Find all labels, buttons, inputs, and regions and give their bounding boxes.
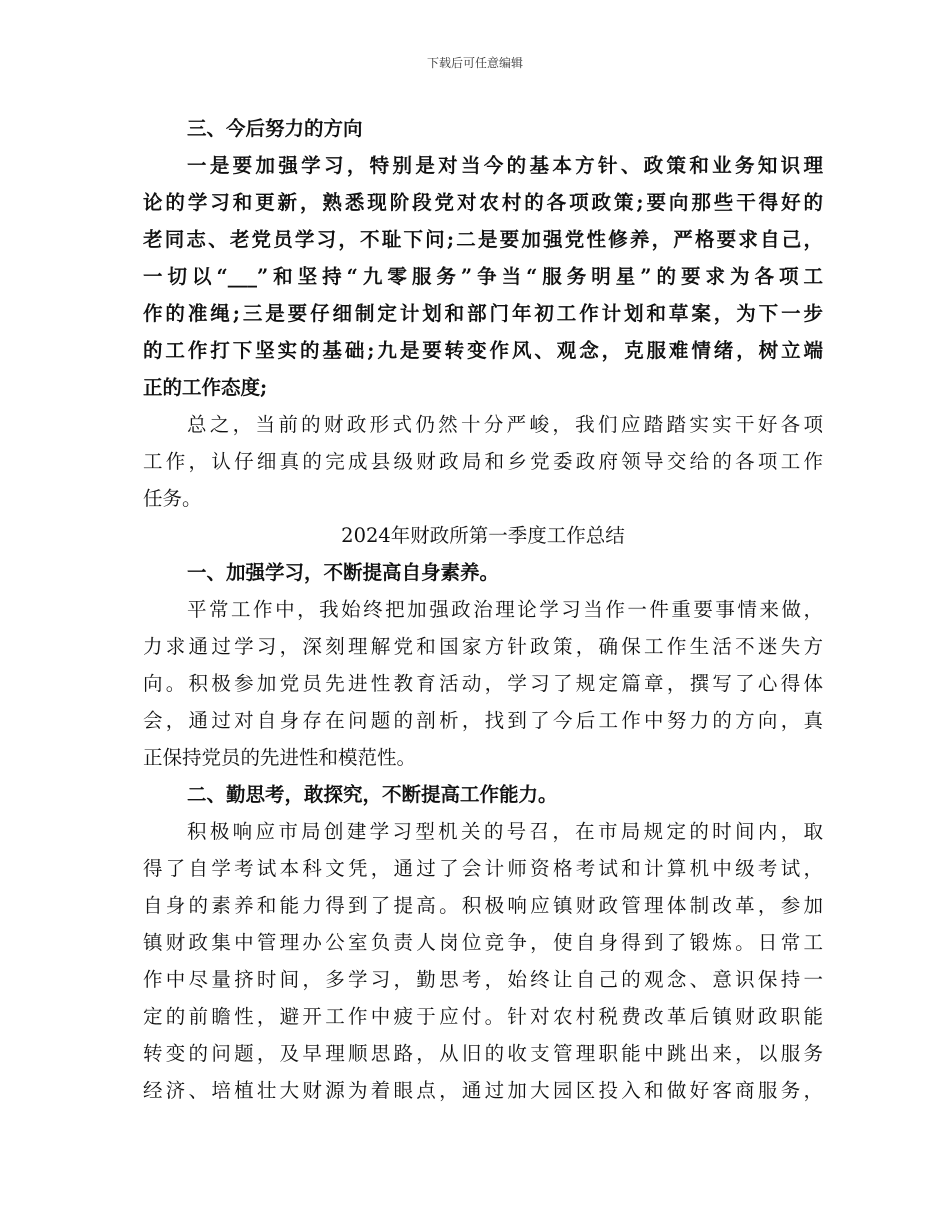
paragraph-line: 得了自学考试本科文凭，通过了会计师资格考试和计算机中级考试， xyxy=(143,857,823,880)
document-body xyxy=(143,110,823,1109)
paragraph-line: 转变的问题，及早理顺思路，从旧的收支管理职能中跳出来，以服务 xyxy=(143,1042,823,1065)
paragraph-line: 一切以“___”和坚持“九零服务”争当“服务明星”的要求为各项工 xyxy=(143,265,823,288)
page-header-note: 下载后可任意编辑 xyxy=(426,56,523,70)
paragraph-line: 平常工作中，我始终把加强政治理论学习当作一件重要事情来做， xyxy=(187,598,823,621)
paragraph-line: 自身的素养和能力得到了提高。积极响应镇财政管理体制改革，参加 xyxy=(143,894,823,917)
paragraph-line: 正的工作态度; xyxy=(143,376,268,399)
paragraph-line: 的工作打下坚实的基础;九是要转变作风、观念，克服难情绪，树立端 xyxy=(143,339,823,362)
section-heading-study: 一、加强学习，不断提高自身素养。 xyxy=(187,561,500,584)
section-heading-future-direction: 三、今后努力的方向 xyxy=(187,117,363,140)
section-heading-ability: 二、勤思考，敢探究，不断提高工作能力。 xyxy=(187,783,558,806)
paragraph-line: 作中尽量挤时间，多学习，勤思考，始终让自己的观念、意识保持一 xyxy=(143,968,823,991)
paragraph-line: 向。积极参加党员先进性教育活动，学习了规定篇章，撰写了心得体 xyxy=(143,672,823,695)
document-title: 2024年财政所第一季度工作总结 xyxy=(341,524,625,547)
paragraph-line: 力求通过学习，深刻理解党和国家方针政策，确保工作生活不迷失方 xyxy=(143,635,823,658)
paragraph-line: 工作，认仔细真的完成县级财政局和乡党委政府领导交给的各项工作 xyxy=(143,450,823,473)
paragraph-line: 镇财政集中管理办公室负责人岗位竞争，使自身得到了锻炼。日常工 xyxy=(143,931,823,954)
paragraph-line: 任务。 xyxy=(143,487,202,510)
paragraph-line: 作的准绳;三是要仔细制定计划和部门年初工作计划和草案，为下一步 xyxy=(143,302,823,325)
paragraph-line: 经济、培植壮大财源为着眼点，通过加大园区投入和做好客商服务， xyxy=(143,1079,823,1102)
paragraph-line: 会，通过对自身存在问题的剖析，找到了今后工作中努力的方向，真 xyxy=(143,709,823,732)
paragraph-line: 正保持党员的先进性和模范性。 xyxy=(143,746,417,769)
paragraph-line: 积极响应市局创建学习型机关的号召，在市局规定的时间内，取 xyxy=(187,820,823,843)
paragraph-line: 论的学习和更新，熟悉现阶段党对农村的各项政策;要向那些干得好的 xyxy=(143,191,823,214)
paragraph-line: 老同志、老党员学习，不耻下问;二是要加强党性修养，严格要求自己， xyxy=(143,228,823,251)
paragraph-line: 总之，当前的财政形式仍然十分严峻，我们应踏踏实实干好各项 xyxy=(187,413,823,436)
paragraph-line: 一是要加强学习，特别是对当今的基本方针、政策和业务知识理 xyxy=(187,154,823,177)
paragraph-line: 定的前瞻性，避开工作中疲于应付。针对农村税费改革后镇财政职能 xyxy=(143,1005,823,1028)
